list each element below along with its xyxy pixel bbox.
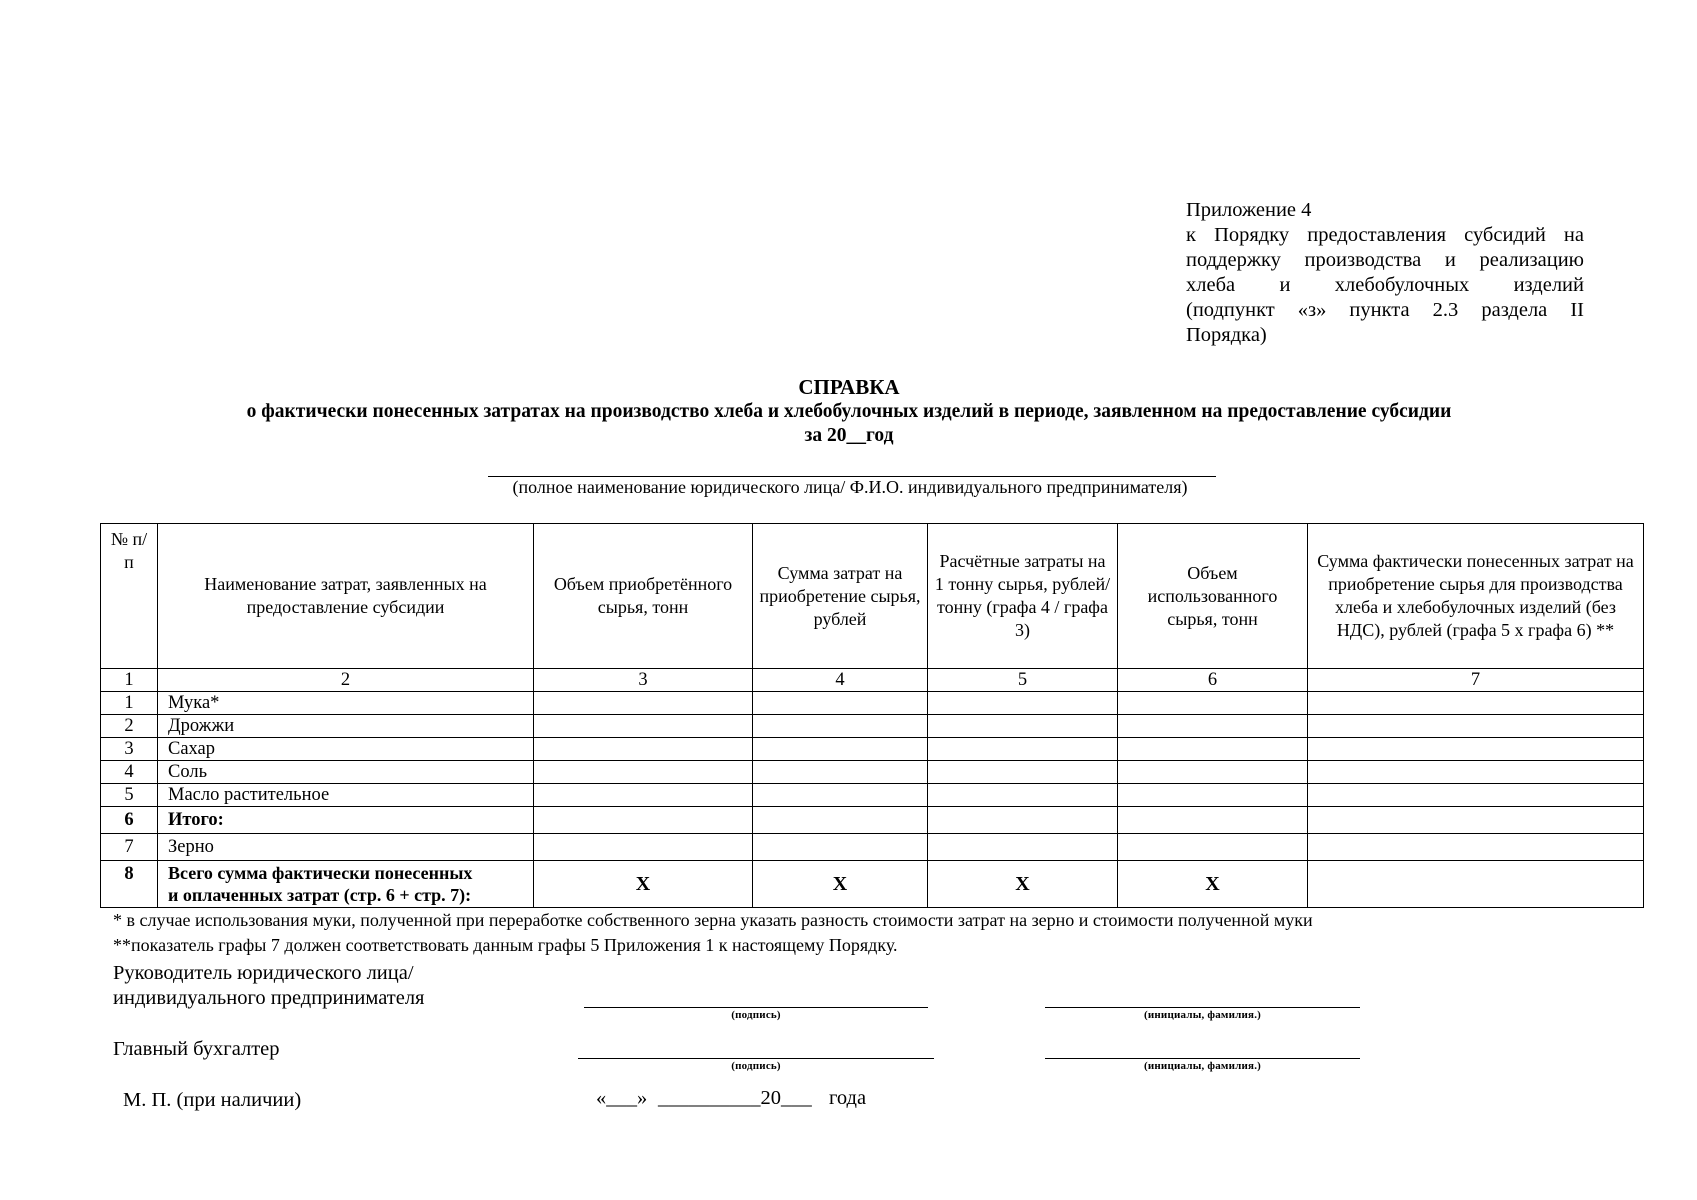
column-header: Сумма затрат на приобретение сырья, рублей <box>753 524 928 669</box>
table-cell[interactable] <box>1118 807 1308 834</box>
row-number: 8 <box>101 861 158 908</box>
year-line: за 20__год <box>804 425 894 446</box>
table-cell[interactable] <box>534 738 753 761</box>
column-number: 2 <box>158 669 534 692</box>
row-name: Соль <box>158 761 534 784</box>
date-month-year[interactable]: __________20___ <box>658 1087 812 1109</box>
accountant-initials-line[interactable] <box>1045 1058 1360 1059</box>
accountant-label: Главный бухгалтер <box>113 1038 280 1060</box>
row-number: 3 <box>101 738 158 761</box>
table-row <box>101 715 1644 738</box>
column-header: Наименование затрат, заявленных на предоставление субсидии <box>158 524 534 669</box>
costs-table <box>100 523 1644 908</box>
column-header: Объем приобретённого сырья, тонн <box>534 524 753 669</box>
table-cell[interactable] <box>928 715 1118 738</box>
table-header-row <box>101 524 1644 669</box>
table-cell[interactable] <box>1308 715 1644 738</box>
table-row-total <box>101 807 1644 834</box>
table-row <box>101 761 1644 784</box>
signature-caption: (подпись) <box>731 1009 781 1021</box>
table-cell[interactable] <box>534 807 753 834</box>
x-mark: X <box>1118 861 1308 908</box>
row-number: 1 <box>101 692 158 715</box>
table-cell[interactable] <box>1118 784 1308 807</box>
document-heading <box>100 374 1598 448</box>
table-cell[interactable] <box>1118 692 1308 715</box>
row-name: Дрожжи <box>158 715 534 738</box>
table-cell[interactable] <box>1308 761 1644 784</box>
table-cell[interactable] <box>928 761 1118 784</box>
column-header: № п/п <box>101 524 158 669</box>
table-cell[interactable] <box>753 834 928 861</box>
table-cell[interactable] <box>534 784 753 807</box>
table-cell[interactable] <box>753 738 928 761</box>
appendix-line: (подпункт «з» пункта 2.3 раздела II <box>1186 299 1584 321</box>
table-cell[interactable] <box>1118 738 1308 761</box>
head-initials-line[interactable] <box>1045 1007 1360 1008</box>
initials-caption: (инициалы, фамилия.) <box>1143 1009 1262 1021</box>
appendix-line: хлеба и хлебобулочных изделий <box>1186 274 1584 296</box>
row-number: 4 <box>101 761 158 784</box>
initials-caption: (инициалы, фамилия.) <box>1143 1060 1262 1072</box>
accountant-signature-line[interactable] <box>578 1058 934 1059</box>
table-cell[interactable] <box>928 834 1118 861</box>
table-cell[interactable] <box>1308 738 1644 761</box>
table-cell[interactable] <box>1308 692 1644 715</box>
table-row <box>101 692 1644 715</box>
table-row <box>101 784 1644 807</box>
table-cell[interactable] <box>1308 784 1644 807</box>
table-cell[interactable] <box>1118 834 1308 861</box>
column-number: 6 <box>1118 669 1308 692</box>
table-cell[interactable] <box>753 715 928 738</box>
table-cell[interactable] <box>1118 761 1308 784</box>
signature-caption: (подпись) <box>731 1060 781 1072</box>
head-label-line1: Руководитель юридического лица/ <box>113 962 414 984</box>
row-number: 5 <box>101 784 158 807</box>
table-cell[interactable] <box>753 692 928 715</box>
row-name: Зерно <box>158 834 534 861</box>
x-mark: X <box>928 861 1118 908</box>
table-cell[interactable] <box>1308 861 1644 908</box>
document-title: СПРАВКА <box>798 375 900 399</box>
table-row <box>101 834 1644 861</box>
appendix-line: поддержку производства и реализацию <box>1186 249 1584 271</box>
table-row <box>101 738 1644 761</box>
table-row-grand-total <box>101 861 1644 908</box>
column-number: 7 <box>1308 669 1644 692</box>
x-mark: X <box>753 861 928 908</box>
table-cell[interactable] <box>1308 807 1644 834</box>
column-numbers-row <box>101 669 1644 692</box>
table-cell[interactable] <box>928 784 1118 807</box>
table-cell[interactable] <box>753 784 928 807</box>
document-subtitle: о фактически понесенных затратах на производство хлеба и хлебобулочных изделий в периоде, заявленном на предоставление субсидии <box>246 401 1452 422</box>
row-number: 2 <box>101 715 158 738</box>
column-number: 1 <box>101 669 158 692</box>
footnote: **показатель графы 7 должен соответствовать данным графы 5 Приложения 1 к настоящему Порядку. <box>113 935 898 955</box>
column-number: 4 <box>753 669 928 692</box>
table-cell[interactable] <box>534 761 753 784</box>
x-mark: X <box>534 861 753 908</box>
table-cell[interactable] <box>1308 834 1644 861</box>
table-cell[interactable] <box>753 761 928 784</box>
table-cell[interactable] <box>1118 715 1308 738</box>
table-cell[interactable] <box>534 692 753 715</box>
row-name: Мука* <box>158 692 534 715</box>
column-header: Расчётные затраты на 1 тонну сырья, рублей/тонну (графа 4 / графа 3) <box>928 524 1118 669</box>
row-number: 6 <box>101 807 158 834</box>
row-number: 7 <box>101 834 158 861</box>
column-number: 3 <box>534 669 753 692</box>
table-cell[interactable] <box>534 715 753 738</box>
table-cell[interactable] <box>928 738 1118 761</box>
organization-name-caption: (полное наименование юридического лица/ Ф.И.О. индивидуального предпринимателя) <box>512 477 1188 497</box>
row-name-line: и оплаченных затрат (стр. 6 + стр. 7): <box>168 885 472 905</box>
appendix-note <box>1186 198 1584 348</box>
table-cell[interactable] <box>753 807 928 834</box>
appendix-title: Приложение 4 <box>1186 199 1312 221</box>
column-header: Объем использованного сырья, тонн <box>1118 524 1308 669</box>
row-name: Масло растительное <box>158 784 534 807</box>
appendix-line: к Порядку предоставления субсидий на <box>1186 224 1584 246</box>
stamp-label: М. П. (при наличии) <box>123 1089 302 1111</box>
table-cell[interactable] <box>928 807 1118 834</box>
date-suffix: года <box>829 1087 867 1109</box>
column-header: Сумма фактически понесенных затрат на приобретение сырья для производства хлеба и хлебобулочных изделий (без НДС), рублей (графа 5 х графа 6) ** <box>1308 524 1644 669</box>
head-signature-line[interactable] <box>584 1007 928 1008</box>
row-name-line: Всего сумма фактически понесенных <box>168 863 473 883</box>
column-number: 5 <box>928 669 1118 692</box>
row-name <box>158 861 534 908</box>
footnote: * в случае использования муки, полученной при переработке собственного зерна указать разность стоимости затрат на зерно и стоимости полученной муки <box>113 910 1313 930</box>
table-cell[interactable] <box>534 834 753 861</box>
appendix-line: Порядка) <box>1186 324 1267 346</box>
date-day[interactable]: «___» <box>596 1087 648 1109</box>
table-cell[interactable] <box>928 692 1118 715</box>
row-name: Сахар <box>158 738 534 761</box>
head-label-line2: индивидуального предпринимателя <box>113 987 425 1009</box>
row-name: Итого: <box>158 807 534 834</box>
